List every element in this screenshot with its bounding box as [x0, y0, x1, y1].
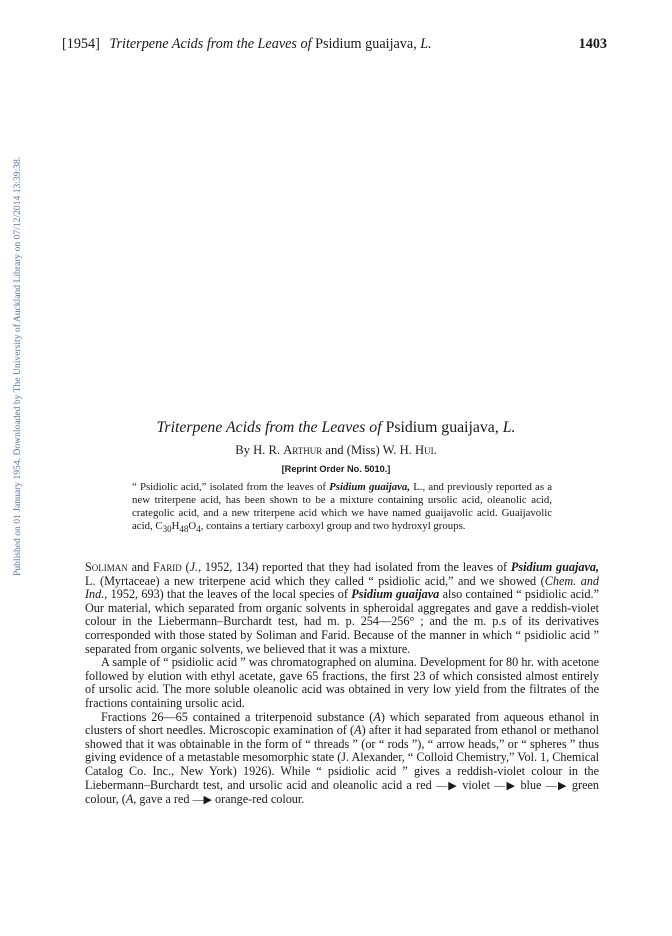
arrow-icon: —▶	[494, 779, 517, 792]
paragraph-3: Fractions 26—65 contained a triterpenoid substance (A) which separated from aqueous ethanol in clusters of short needles. Microscopic examination of (A) after it had separated from ethanol or methanol showed that it was obtainable in the form of “ threads ” (or “ rods ”), “ arrow heads,” or “ spheres ” thus giving evidence of a metastable mesomorphic state (J. Alexander, “ Colloid Chemistry,” Vol. 1, Chemical Catalog Co. Inc., New York) 1926). While “ psidiolic acid ” gives a reddish-violet colour in the Liebermann–Burchardt test, and ursolic acid and oleanolic acid a red —▶ violet —▶ blue —▶ green colour, (A, gave a red —▶ orange-red colour.	[85, 709, 599, 807]
download-watermark[interactable]: Published on 01 January 1954. Downloaded by The University of Auckland Library on 07/12/2014 13:39:38.	[12, 156, 23, 576]
body-text	[85, 561, 599, 808]
abstract: “ Psidiolic acid,” isolated from the leaves of Psidium guaijava, L., and previously reported as a new triterpene acid, has been shown to be a mixture containing ursolic acid, oleanolic acid, crategolic acid, and a new triterpene acid which we have named guaijavolic acid. Guaijavolic acid, $C_{30}H_{48}O_4$, contains a tertiary carboxyl group and two hydroxyl groups.	[132, 481, 552, 534]
arrow-icon: —▶	[545, 779, 568, 792]
arrow-icon: —▶	[192, 794, 212, 807]
running-head	[62, 36, 607, 53]
paragraph-2: A sample of “ psidiolic acid ” was chromatographed on alumina. Development for 80 hr. with acetone followed by elution with ethyl acetate, gave 65 fractions, the first 23 of which consisted almost entirely of ursolic acid. The more soluble oleanolic acid was obtained in very low yield from the filtrates of the fractions containing ursolic acid.	[85, 655, 599, 710]
running-head-title: Triterpene Acids from the Leaves of Psidium guaijava, L.	[109, 36, 432, 52]
arrow-icon: —▶	[436, 779, 458, 792]
paragraph-1: Soliman and Farid (J., 1952, 134) reported that they had isolated from the leaves of Psidium guajava, L. (Myrtaceae) a new triterpene acid which they called “ psidiolic acid,” and we showed (Chem. and Ind., 1952, 693) that the leaves of the local species of Psidium guaijava also contained “ psidiolic acid.” Our material, which separated from organic solvents in spheroidal aggregates and gave a reddish-violet colour in the Liebermann–Burchardt test, had m. p. 254—256° ; and the m. p.s of its derivatives corresponded with those stated by Soliman and Farid. Because of the manner in which “ psidiolic acid ” separated from organic solvents, we believed that it was a mixture.	[85, 560, 600, 656]
author-line: By H. R. Arthur and (Miss) W. H. Hui.	[235, 443, 437, 457]
page-number: 1403	[578, 36, 607, 52]
article-title: Triterpene Acids from the Leaves of Psidium guaijava, L.	[156, 419, 516, 436]
reprint-order: [Reprint Order No. 5010.]	[281, 464, 391, 474]
running-head-year: [1954]	[62, 36, 100, 52]
